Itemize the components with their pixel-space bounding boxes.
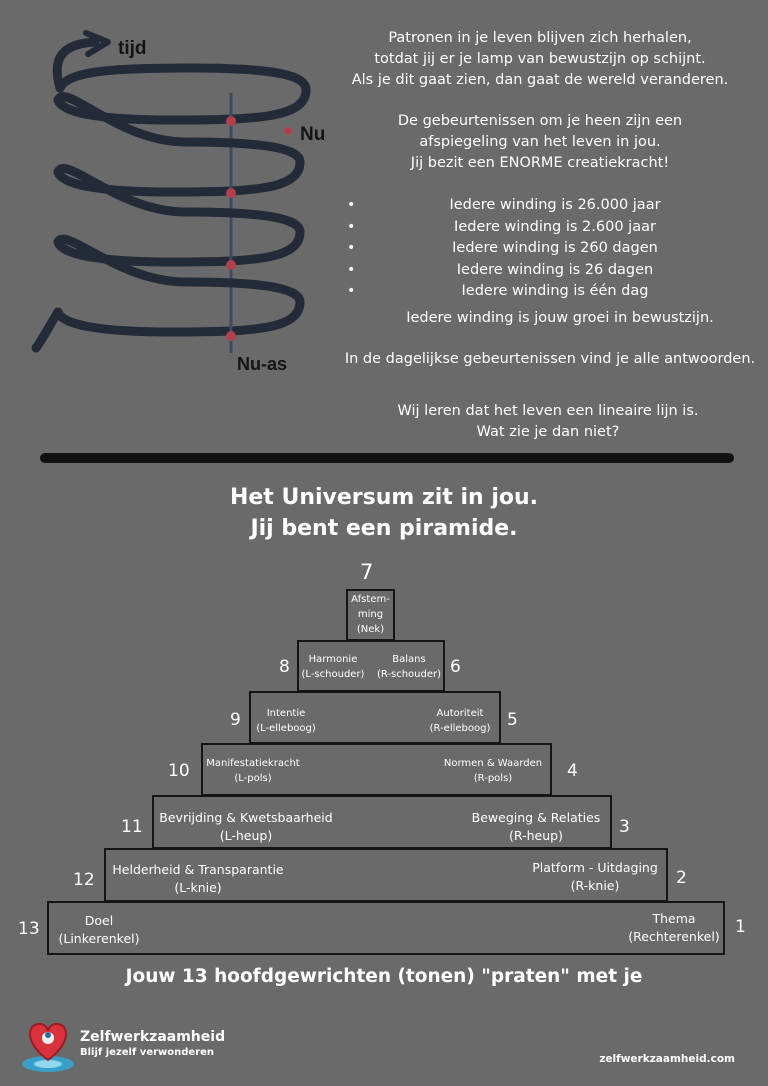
joint-label-left-knee — [108, 861, 288, 897]
joint-label-right-knee — [522, 859, 668, 895]
now-dot-1 — [226, 116, 236, 126]
list-item: • Iedere winding is één dag — [345, 281, 745, 303]
list-item: • Iedere winding is 26.000 jaar — [345, 195, 745, 217]
list-item: • Iedere winding is 2.600 jaar — [345, 217, 745, 239]
spiral-back-strand-4 — [58, 302, 300, 332]
headline-line: Jij bent een piramide. — [250, 516, 518, 541]
joint-label-left-elbow — [251, 706, 321, 736]
intro-line: Als je dit gaat zien, dan gaat de wereld veranderen. — [351, 72, 729, 88]
joint-number-11: 11 — [121, 817, 143, 837]
growth-line: Iedere winding is jouw groei in bewustzijn. — [406, 310, 714, 326]
joint-label-line: (R-schouder) — [376, 669, 442, 680]
joint-label-line: (R-heup) — [509, 828, 563, 843]
joint-label-line: ming — [357, 609, 384, 620]
intro-line: afspiegeling van het leven in jou. — [419, 134, 661, 150]
section-divider — [40, 453, 734, 463]
joint-label-left-wrist — [203, 756, 303, 786]
joint-label-right-wrist — [437, 756, 549, 786]
joint-number-7: 7 — [360, 560, 374, 584]
website-link[interactable]: zelfwerkzaamheid.com — [599, 1053, 735, 1065]
now-legend-dot — [284, 127, 292, 135]
question-line: Wat zie je dan niet? — [476, 424, 620, 440]
joint-label-left-hip — [156, 809, 336, 845]
spiral-diagram — [0, 0, 340, 390]
joint-label-line: Manifestatiekracht — [206, 758, 300, 769]
spiral-front-strand-2 — [58, 97, 300, 162]
joint-label-line: (L-knie) — [174, 880, 222, 895]
joint-label-right-shoulder — [374, 652, 444, 682]
joint-label-line: (L-heup) — [219, 828, 273, 843]
joint-number-2: 2 — [676, 868, 687, 888]
joint-label-line: (L-pols) — [234, 773, 272, 784]
time-label: tijd — [118, 38, 147, 59]
joint-number-12: 12 — [73, 870, 95, 890]
footer-title: Jouw 13 hoofdgewrichten (tonen) "praten" met je — [125, 966, 643, 987]
intro-line: Patronen in je leven blijven zich herhalen, — [388, 30, 692, 46]
joint-number-8: 8 — [279, 657, 290, 677]
intro-line: De gebeurtenissen om je heen zijn een — [397, 113, 683, 129]
spiral-front-strand-1 — [60, 68, 306, 90]
joint-label-line: Helderheid & Transparantie — [112, 862, 284, 877]
joint-label-line: Balans — [392, 654, 426, 665]
joint-label-right-hip — [462, 809, 610, 845]
joint-label-line: Platform - Uitdaging — [532, 860, 658, 875]
spiral-front-strand-3 — [58, 169, 300, 232]
joint-label-neck — [346, 592, 395, 637]
joint-number-3: 3 — [619, 817, 630, 837]
now-dot-4 — [226, 331, 236, 341]
joint-number-5: 5 — [507, 710, 518, 730]
intro-paragraph-2 — [330, 111, 750, 174]
joint-label-line: (L-elleboog) — [256, 723, 316, 734]
intro-paragraph-1 — [330, 28, 750, 91]
joint-label-line: (Linkerenkel) — [58, 931, 140, 946]
joint-label-line: (L-schouder) — [301, 669, 365, 680]
question-paragraph — [338, 401, 758, 443]
joint-label-line: Autoriteit — [436, 708, 484, 719]
joint-number-6: 6 — [450, 657, 461, 677]
now-dot-2 — [226, 188, 236, 198]
list-item: • Iedere winding is 26 dagen — [345, 260, 745, 282]
joint-number-1: 1 — [735, 917, 746, 937]
joint-label-left-shoulder — [298, 652, 368, 682]
joint-label-line: Doel — [84, 913, 114, 928]
joint-number-13: 13 — [18, 919, 40, 939]
spiral-tail — [36, 312, 58, 348]
brand-tagline: Blijf jezelf verwonderen — [80, 1047, 215, 1058]
intro-line: Jij bezit een ENORME creatiekracht! — [410, 155, 670, 171]
now-axis-label: Nu-as — [237, 354, 288, 374]
intro-line: totdat jij er je lamp van bewustzijn op schijnt. — [374, 51, 706, 67]
joint-label-line: Thema — [652, 911, 696, 926]
brand-logo — [18, 1016, 78, 1078]
person-icon — [45, 1032, 51, 1038]
joint-label-line: (R-pols) — [473, 773, 513, 784]
joint-number-9: 9 — [230, 710, 241, 730]
joint-number-4: 4 — [567, 761, 578, 781]
now-dot-3 — [226, 260, 236, 270]
answers-line: In de dagelijkse gebeurtenissen vind je alle antwoorden. — [344, 351, 756, 367]
joint-label-line: Afstem- — [351, 594, 390, 605]
joint-label-line: (R-elleboog) — [429, 723, 491, 734]
list-item: • Iedere winding is 260 dagen — [345, 238, 745, 260]
joint-label-line: Bevrijding & Kwetsbaarheid — [159, 810, 333, 825]
brand-name: Zelfwerkzaamheid — [80, 1029, 226, 1045]
joint-label-right-ankle — [626, 910, 722, 946]
joint-label-line: Beweging & Relaties — [471, 810, 601, 825]
joint-label-left-ankle — [54, 912, 144, 948]
spiral-front-strand-4 — [58, 239, 300, 302]
joint-label-line: (Nek) — [356, 624, 385, 635]
winding-list — [345, 195, 745, 303]
joint-label-line: Harmonie — [308, 654, 358, 665]
joint-number-10: 10 — [168, 761, 190, 781]
headline-line: Het Universum zit in jou. — [229, 485, 539, 510]
joint-label-line: (Rechterenkel) — [628, 929, 720, 944]
question-line: Wij leren dat het leven een lineaire lijn is. — [397, 403, 699, 419]
joint-label-line: Normen & Waarden — [443, 758, 543, 769]
pyramid — [0, 560, 768, 960]
headline — [0, 482, 768, 544]
joint-label-right-elbow — [424, 706, 496, 736]
joint-label-line: Intentie — [266, 708, 306, 719]
pyramid-tier-ankles — [47, 901, 725, 955]
now-label: Nu — [300, 124, 326, 145]
joint-label-line: (R-knie) — [570, 878, 620, 893]
